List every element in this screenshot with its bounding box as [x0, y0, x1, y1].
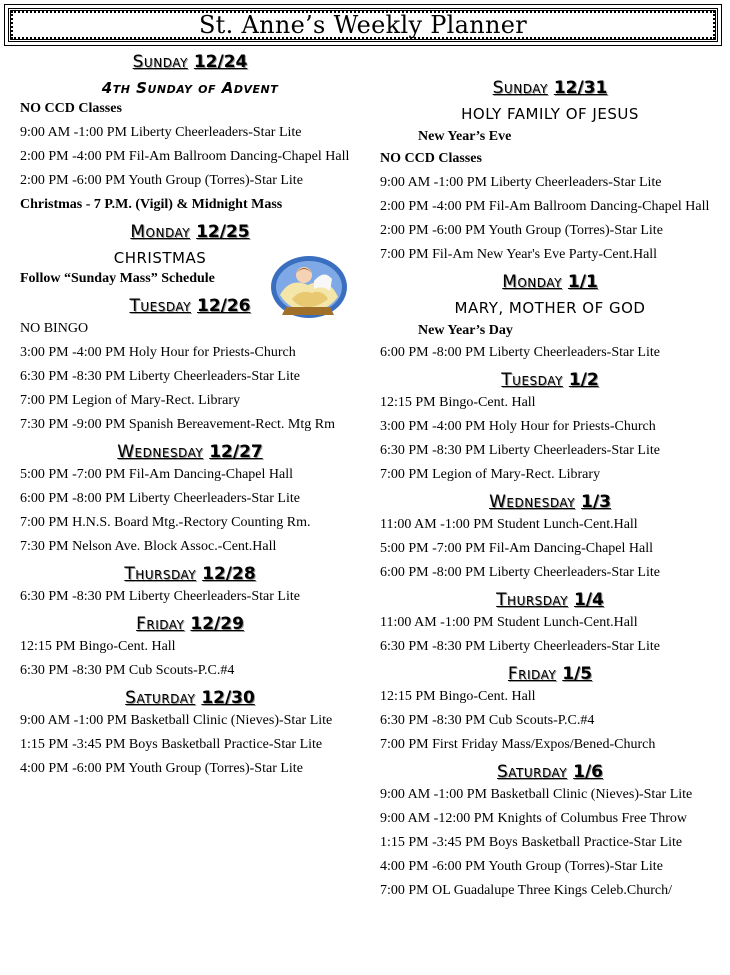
day-name: Saturday	[496, 762, 568, 782]
day-date: 12/26	[196, 296, 251, 316]
event-item: 2:00 PM -6:00 PM Youth Group (Torres)-Star Lite	[20, 173, 303, 188]
right-column	[380, 78, 720, 908]
event-item: 6:30 PM -8:30 PM Liberty Cheerleaders-Star Lite	[20, 589, 300, 604]
event-item: 3:00 PM -4:00 PM Holy Hour for Priests-Church	[380, 419, 656, 434]
event-item: 7:30 PM Nelson Ave. Block Assoc.-Cent.Hall	[20, 539, 277, 554]
day-date: 1/4	[573, 590, 604, 610]
title-banner	[4, 4, 722, 46]
day-heading	[20, 222, 360, 242]
event-item: 12:15 PM Bingo-Cent. Hall	[380, 395, 536, 410]
event-item: 12:15 PM Bingo-Cent. Hall	[20, 639, 176, 654]
event-item: 5:00 PM -7:00 PM Fil-Am Dancing-Chapel Hall	[20, 467, 293, 482]
event-item: 7:00 PM Legion of Mary-Rect. Library	[20, 393, 241, 408]
feast-title: HOLY FAMILY OF JESUS	[461, 105, 639, 123]
event-item: 11:00 AM -1:00 PM Student Lunch-Cent.Hall	[380, 615, 638, 630]
event-item: 7:00 PM Legion of Mary-Rect. Library	[380, 467, 601, 482]
day-heading	[380, 762, 720, 782]
event-item: 1:15 PM -3:45 PM Boys Basketball Practice-Star Lite	[20, 737, 323, 752]
event-item: 2:00 PM -6:00 PM Youth Group (Torres)-Star Lite	[380, 223, 663, 238]
day-name: Thursday	[124, 564, 197, 584]
feast-title: CHRISTMAS	[113, 249, 207, 267]
event-item: 6:30 PM -8:30 PM Cub Scouts-P.C.#4	[380, 713, 595, 728]
day-name: Friday	[507, 664, 557, 684]
event-item: 4:00 PM -6:00 PM Youth Group (Torres)-Star Lite	[380, 859, 663, 874]
event-item: NO CCD Classes	[380, 151, 482, 166]
event-item: 9:00 AM -12:00 PM Knights of Columbus Free Throw	[380, 811, 687, 826]
event-item: 7:00 PM OL Guadalupe Three Kings Celeb.Church/	[380, 883, 673, 898]
day-date: 12/27	[209, 442, 263, 462]
day-heading	[380, 370, 720, 390]
day-heading	[380, 590, 720, 610]
feast-title: 4th Sunday of Advent	[101, 79, 279, 97]
event-item: 11:00 AM -1:00 PM Student Lunch-Cent.Hall	[380, 517, 638, 532]
day-name: Monday	[130, 222, 191, 242]
day-heading	[20, 564, 360, 584]
day-date: 12/25	[196, 222, 250, 242]
feast-subtitle: New Year’s Day	[418, 323, 513, 338]
page-title: St. Anne’s Weekly Planner	[198, 11, 528, 39]
day-date: 1/6	[573, 762, 604, 782]
event-item: 7:00 PM Fil-Am New Year's Eve Party-Cent.Hall	[380, 247, 658, 262]
event-item: 7:30 PM -9:00 PM Spanish Bereavement-Rect. Mtg Rm	[20, 417, 335, 432]
day-date: 12/28	[202, 564, 256, 584]
day-date: 1/2	[568, 370, 599, 390]
day-name: Thursday	[496, 590, 568, 610]
event-item: 7:00 PM First Friday Mass/Expos/Bened-Church	[380, 737, 656, 752]
event-item: 9:00 AM -1:00 PM Basketball Clinic (Nieves)-Star Lite	[380, 787, 693, 802]
left-column	[20, 52, 360, 786]
day-heading	[380, 664, 720, 684]
event-item: 6:30 PM -8:30 PM Liberty Cheerleaders-Star Lite	[380, 443, 660, 458]
event-item: Follow “Sunday Mass” Schedule	[20, 271, 215, 286]
day-heading	[380, 492, 720, 512]
event-item: 6:30 PM -8:30 PM Liberty Cheerleaders-Star Lite	[20, 369, 300, 384]
day-heading	[380, 78, 720, 98]
event-item: 9:00 AM -1:00 PM Basketball Clinic (Nieves)-Star Lite	[20, 713, 333, 728]
day-name: Tuesday	[501, 370, 563, 390]
event-item: 2:00 PM -4:00 PM Fil-Am Ballroom Dancing-Chapel Hall	[20, 149, 350, 164]
day-heading	[20, 688, 360, 708]
event-item: 12:15 PM Bingo-Cent. Hall	[380, 689, 536, 704]
event-item: 6:00 PM -8:00 PM Liberty Cheerleaders-Star Lite	[20, 491, 300, 506]
day-date: 12/24	[193, 52, 248, 72]
nativity-manger-icon	[270, 255, 348, 319]
event-item: 6:00 PM -8:00 PM Liberty Cheerleaders-Star Lite	[380, 345, 660, 360]
day-heading	[20, 52, 360, 72]
day-name: Saturday	[125, 688, 196, 708]
day-name: Tuesday	[129, 296, 191, 316]
event-item: NO BINGO	[20, 321, 89, 336]
event-item: 1:15 PM -3:45 PM Boys Basketball Practice-Star Lite	[380, 835, 683, 850]
feast-title: MARY, MOTHER OF GOD	[454, 299, 646, 317]
day-date: 12/30	[201, 688, 255, 708]
day-heading	[20, 614, 360, 634]
feast-subtitle: New Year’s Eve	[418, 129, 512, 144]
event-item: 7:00 PM H.N.S. Board Mtg.-Rectory Counting Rm.	[20, 515, 311, 530]
day-date: 12/29	[190, 614, 244, 634]
day-date: 1/3	[581, 492, 611, 512]
day-heading	[380, 272, 720, 292]
event-item: 5:00 PM -7:00 PM Fil-Am Dancing-Chapel Hall	[380, 541, 653, 556]
day-date: 1/5	[562, 664, 593, 684]
event-item: Christmas - 7 P.M. (Vigil) & Midnight Mass	[20, 197, 283, 212]
event-item: 9:00 AM -1:00 PM Liberty Cheerleaders-Star Lite	[20, 125, 302, 140]
day-heading	[20, 442, 360, 462]
event-item: 9:00 AM -1:00 PM Liberty Cheerleaders-Star Lite	[380, 175, 662, 190]
event-item: 6:30 PM -8:30 PM Liberty Cheerleaders-Star Lite	[380, 639, 660, 654]
day-name: Monday	[502, 272, 562, 292]
event-item: 2:00 PM -4:00 PM Fil-Am Ballroom Dancing-Chapel Hall	[380, 199, 710, 214]
event-item: NO CCD Classes	[20, 101, 122, 116]
event-item: 4:00 PM -6:00 PM Youth Group (Torres)-Star Lite	[20, 761, 303, 776]
day-name: Sunday	[492, 78, 548, 98]
day-date: 1/1	[567, 272, 598, 292]
event-item: 6:00 PM -8:00 PM Liberty Cheerleaders-Star Lite	[380, 565, 660, 580]
day-name: Sunday	[132, 52, 188, 72]
day-name: Wednesday	[489, 492, 576, 512]
event-item: 3:00 PM -4:00 PM Holy Hour for Priests-Church	[20, 345, 296, 360]
day-name: Wednesday	[117, 442, 204, 462]
day-name: Friday	[136, 614, 185, 634]
day-date: 12/31	[553, 78, 608, 98]
event-item: 6:30 PM -8:30 PM Cub Scouts-P.C.#4	[20, 663, 235, 678]
